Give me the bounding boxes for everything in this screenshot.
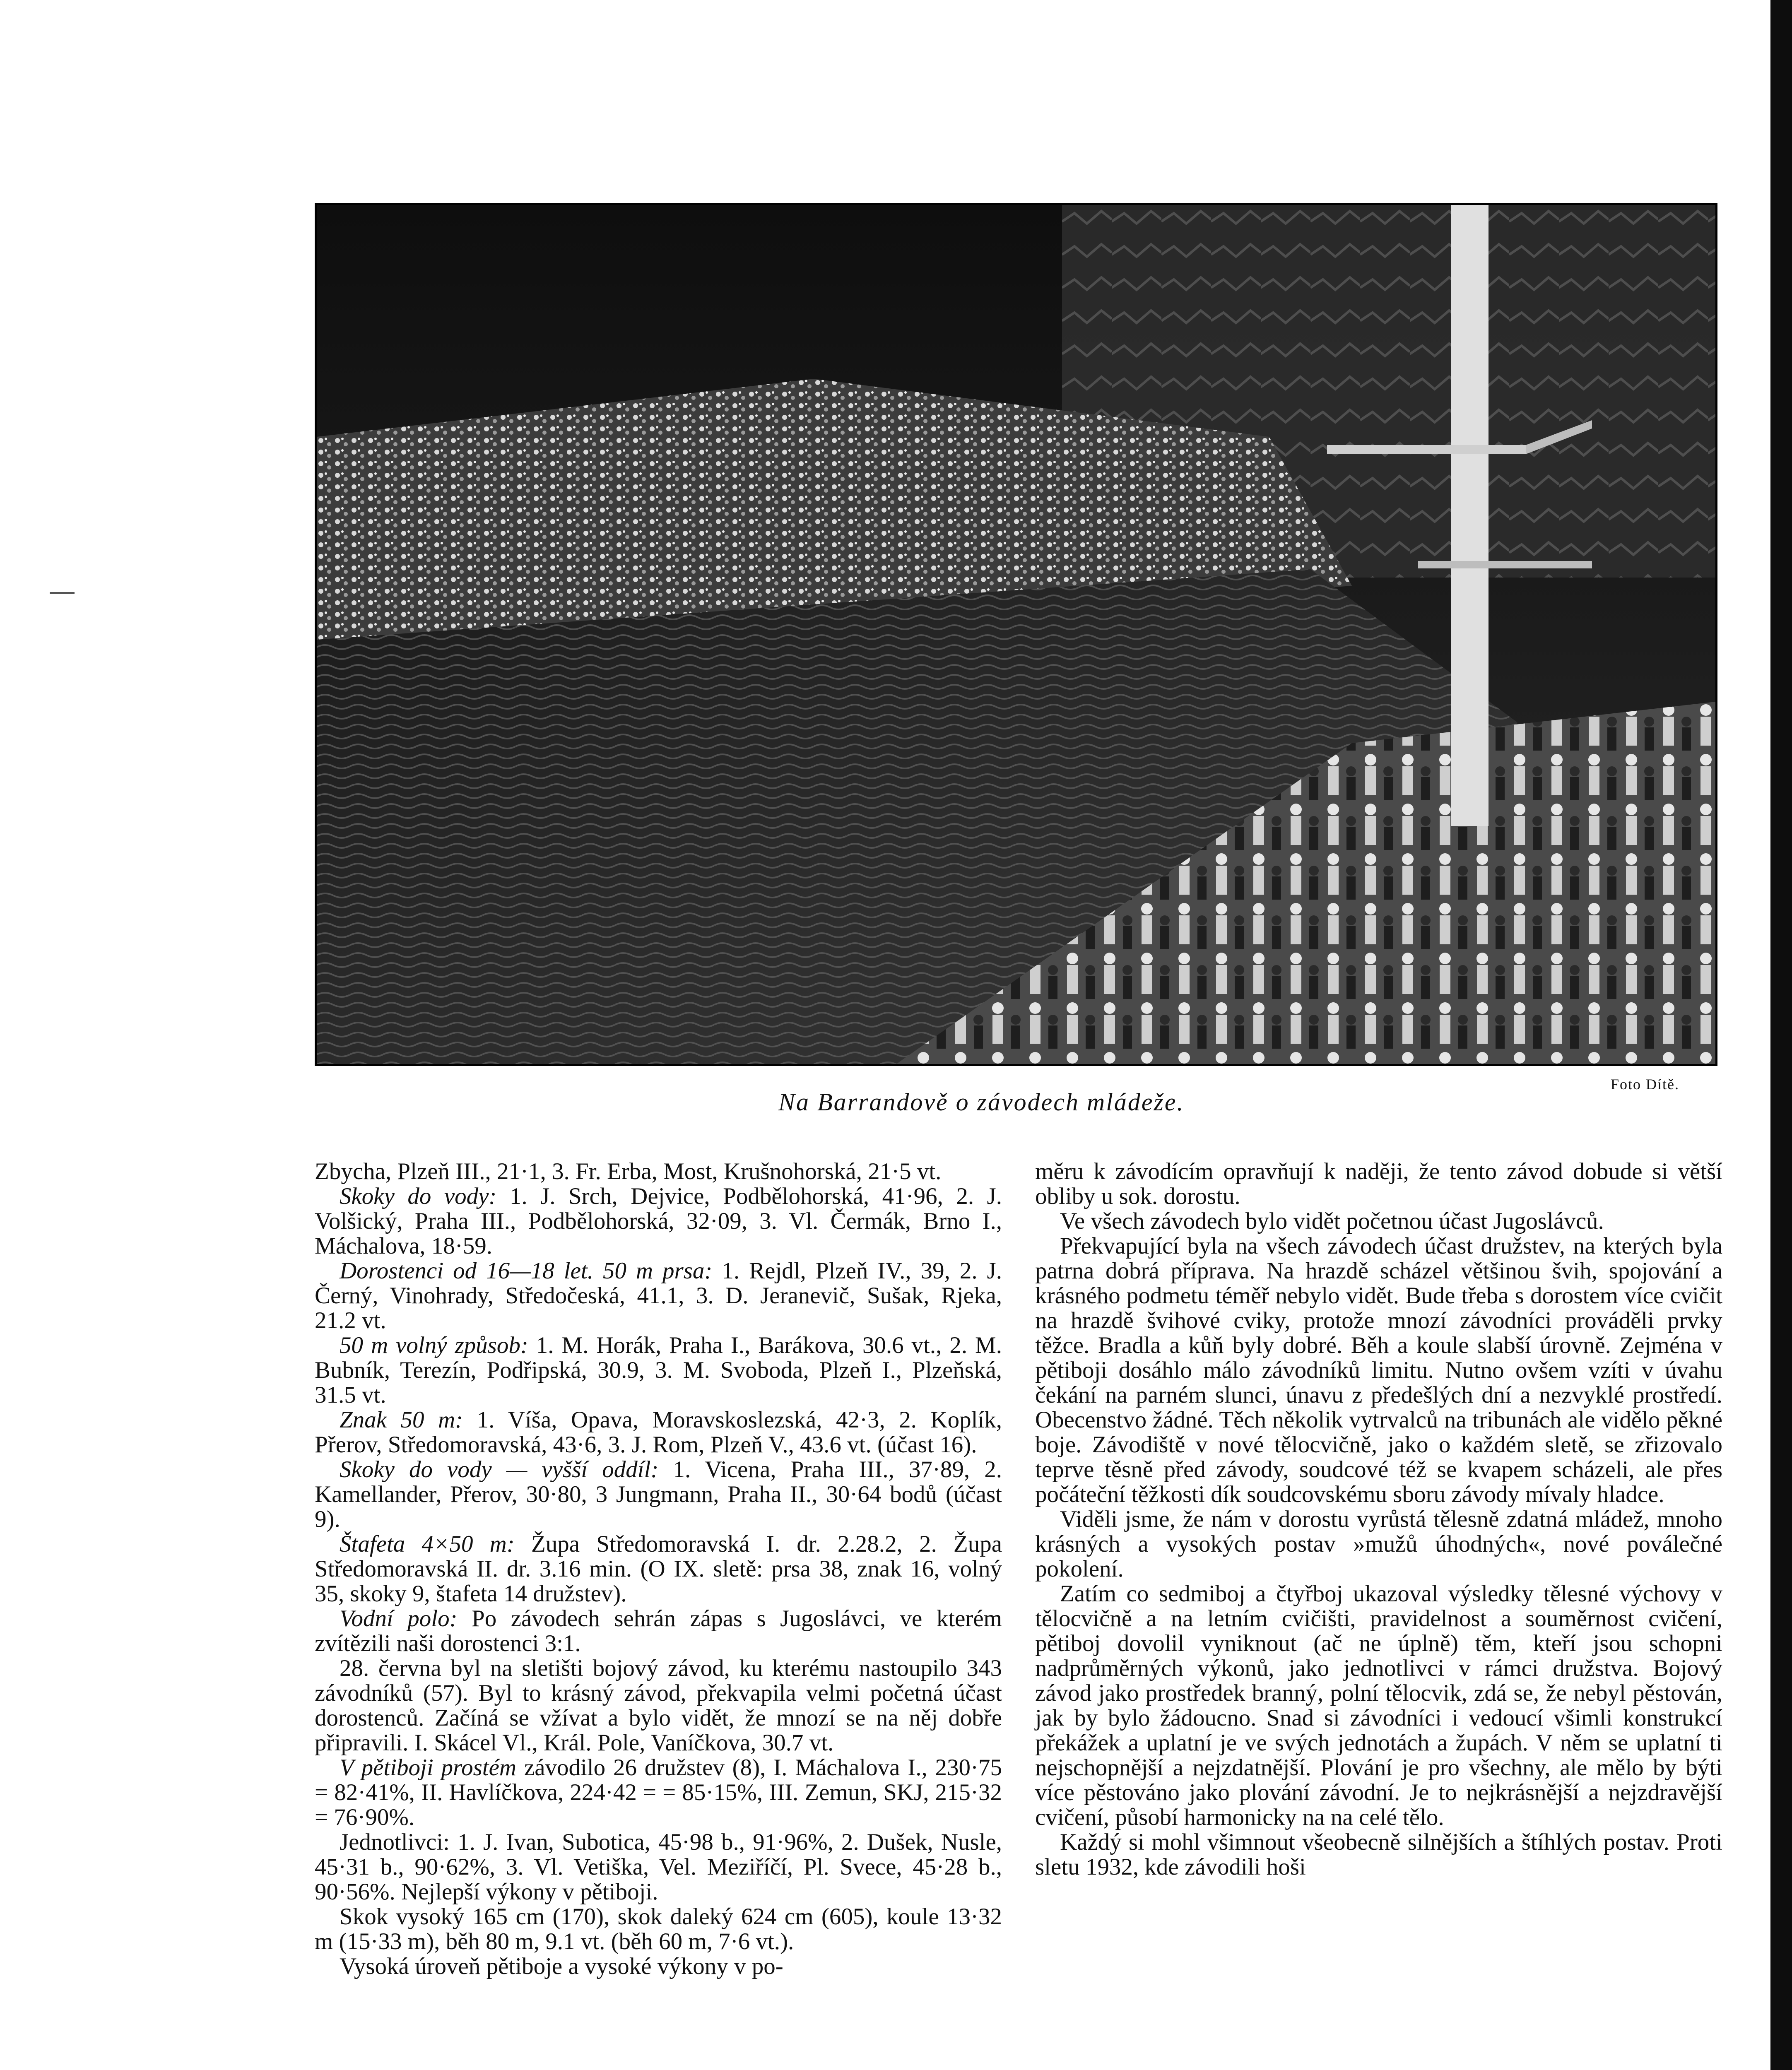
left-text-column: [315, 1159, 1002, 1979]
swimming-pool-photo: [315, 203, 1717, 1066]
right-text-column: [1035, 1159, 1722, 1880]
results-paragraph: 28. června byl na sletišti bojový závod, ku kterému nastoupilo 343 závodníků (57). Byl to krásný závod, překvapila velmi početná účast dorostenců. Začíná se vžívat a bylo vidět, že mnozí se na něj dobře připravili. I. Skácel Vl., Král. Pole, Vaníčkova, 30.7 vt.: [315, 1655, 1002, 1756]
results-paragraph: Vysoká úroveň pětiboje a vysoké výkony v po-: [340, 1953, 783, 1979]
photo-caption: Na Barrandově o závodech mládeže.: [778, 1088, 1185, 1116]
article-paragraph: Viděli jsme, že nám v dorostu vyrůstá tělesně zdatná mládež, mnoho krásných a vysokých postav »mužů úhodných«, nové poválečné pokolení.: [1035, 1506, 1722, 1582]
scan-edge-bar: [1770, 0, 1792, 2070]
results-paragraph: V pětiboji prostém závodilo 26 družstev (8), I. Máchalova I., 230·75 = 82·41%, II. Havlíčkova, 224·42 = = 85·15%, III. Zemun, SKJ, 215·32 = 76·90%.: [315, 1755, 1002, 1830]
article-paragraph: Ve všech závodech bylo vidět početnou účast Jugoslávců.: [1060, 1208, 1604, 1234]
results-paragraph: Dorostenci od 16—18 let. 50 m prsa: 1. Rejdl, Plzeň IV., 39, 2. J. Černý, Vinohrady, Středočeská, 41.1, 3. D. Jeranevič, Sušak, Rjeka, 21.2 vt.: [315, 1258, 1002, 1333]
article-paragraph: Každý si mohl všimnout všeobecně silnějších a štíhlých postav. Proti sletu 1932, kde závodili hoši: [1035, 1829, 1722, 1880]
article-paragraph: Zatím co sedmiboj a čtyřboj ukazoval výsledky tělesné výchovy v tělocvičně a na letním cvičišti, pravidelnost a souměrnost cvičení, pětiboj dovolil vyniknout (ač ne úplně) těm, kteří jsou schopni nadprůměrných výkonů, jako jednotlivci v rámci družstva. Bojový závod jako prostředek branný, polní tělocvik, zdá se, že nebyl pěstován, jak by bylo žádoucno. Snad si závodníci i vedoucí všimli konstrukcí překážek a uplatní je ve svých jednotách a župách. V něm se uplatní ti nejschopnější a nejzdatnější. Plování je pro všechny, ale mělo by býti více pěstováno jako plování závodní. Je to nejkrásnější a nejzdravější cvičení, působí harmonicky na na celé tělo.: [1035, 1581, 1722, 1830]
photo-illustration: [317, 205, 1715, 1064]
results-paragraph: Vodní polo: Po závodech sehrán zápas s Jugoslávci, ve kterém zvítězili naši dorostenci 3:1.: [315, 1605, 1002, 1656]
results-paragraph: 50 m volný způsob: 1. M. Horák, Praha I., Barákova, 30.6 vt., 2. M. Bubník, Terezín, Podřipská, 30.9, 3. M. Svoboda, Plzeň I., Plzeňská, 31.5 vt.: [315, 1332, 1002, 1408]
results-paragraph: Zbycha, Plzeň III., 21·1, 3. Fr. Erba, Most, Krušnohorská, 21·5 vt.: [315, 1158, 942, 1184]
results-paragraph: Štafeta 4×50 m: Župa Středomoravská I. dr. 2.28.2, 2. Župa Středomoravská II. dr. 3.16 min. (O IX. sletě: prsa 38, znak 16, volný 35, skoky 9, štafeta 14 družstev).: [315, 1531, 1002, 1607]
photo-credit: Foto Dítě.: [1611, 1076, 1680, 1093]
results-paragraph: Skoky do vody — vyšší oddíl: 1. Vicena, Praha III., 37·89, 2. Kamellander, Přerov, 30·80, 3 Jungmann, Praha II., 30·64 bodů (účast 9).: [315, 1456, 1002, 1532]
article-paragraph: měru k závodícím opravňují k naději, že tento závod dobude si větší obliby u sok. dorostu.: [1035, 1158, 1722, 1209]
results-paragraph: Znak 50 m: 1. Víša, Opava, Moravskoslezská, 42·3, 2. Koplík, Přerov, Středomoravská, 43·6, 3. J. Rom, Plzeň V., 43.6 vt. (účast 16).: [315, 1407, 1002, 1458]
results-paragraph: Jednotlivci: 1. J. Ivan, Subotica, 45·98 b., 91·96%, 2. Dušek, Nusle, 45·31 b., 90·62%, 3. Vl. Vetiška, Vel. Meziříčí, Pl. Svece, 45·28 b., 90·56%. Nejlepší výkony v pětiboji.: [315, 1829, 1002, 1905]
results-paragraph: Skok vysoký 165 cm (170), skok daleký 624 cm (605), koule 13·32 m (15·33 m), běh 80 m, 9.1 vt. (běh 60 m, 7·6 vt.).: [315, 1904, 1002, 1954]
article-paragraph: Překvapující byla na všech závodech účast družstev, na kterých byla patrna dobrá příprava. Na hrazdě scházel většinou švih, spojování a krásného podmetu téměř nebylo vidět. Bude třeba s dorostem více cvičit na hrazdě švihové cviky, protože mnozí závodníci prováděli prvky těžce. Bradla a kůň byly dobré. Běh a koule slabší úrovně. Zejména v pětiboji dosáhlo málo závodníků limitu. Nutno ovšem vzíti v úvahu čekání na parném slunci, únavu z předešlých dní a nezvyklé prostředí. Obecenstvo žádné. Těch několik vytrvalců na tribunách ale vidělo pěkné boje. Závodiště v nové tělocvičně, jako o každém sletě, se zřizovalo teprve těsně před závody, soudcové též se kvapem scházeli, ale přes počáteční těžkosti dík soudcovskému sboru závody mívaly hladce.: [1035, 1233, 1722, 1507]
scan-mark: [50, 592, 75, 594]
results-paragraph: Skoky do vody: 1. J. Srch, Dejvice, Podbělohorská, 41·96, 2. J. Volšický, Praha III., Podbělohorská, 32·09, 3. Vl. Čermák, Brno I., Máchalova, 18·59.: [315, 1183, 1002, 1259]
